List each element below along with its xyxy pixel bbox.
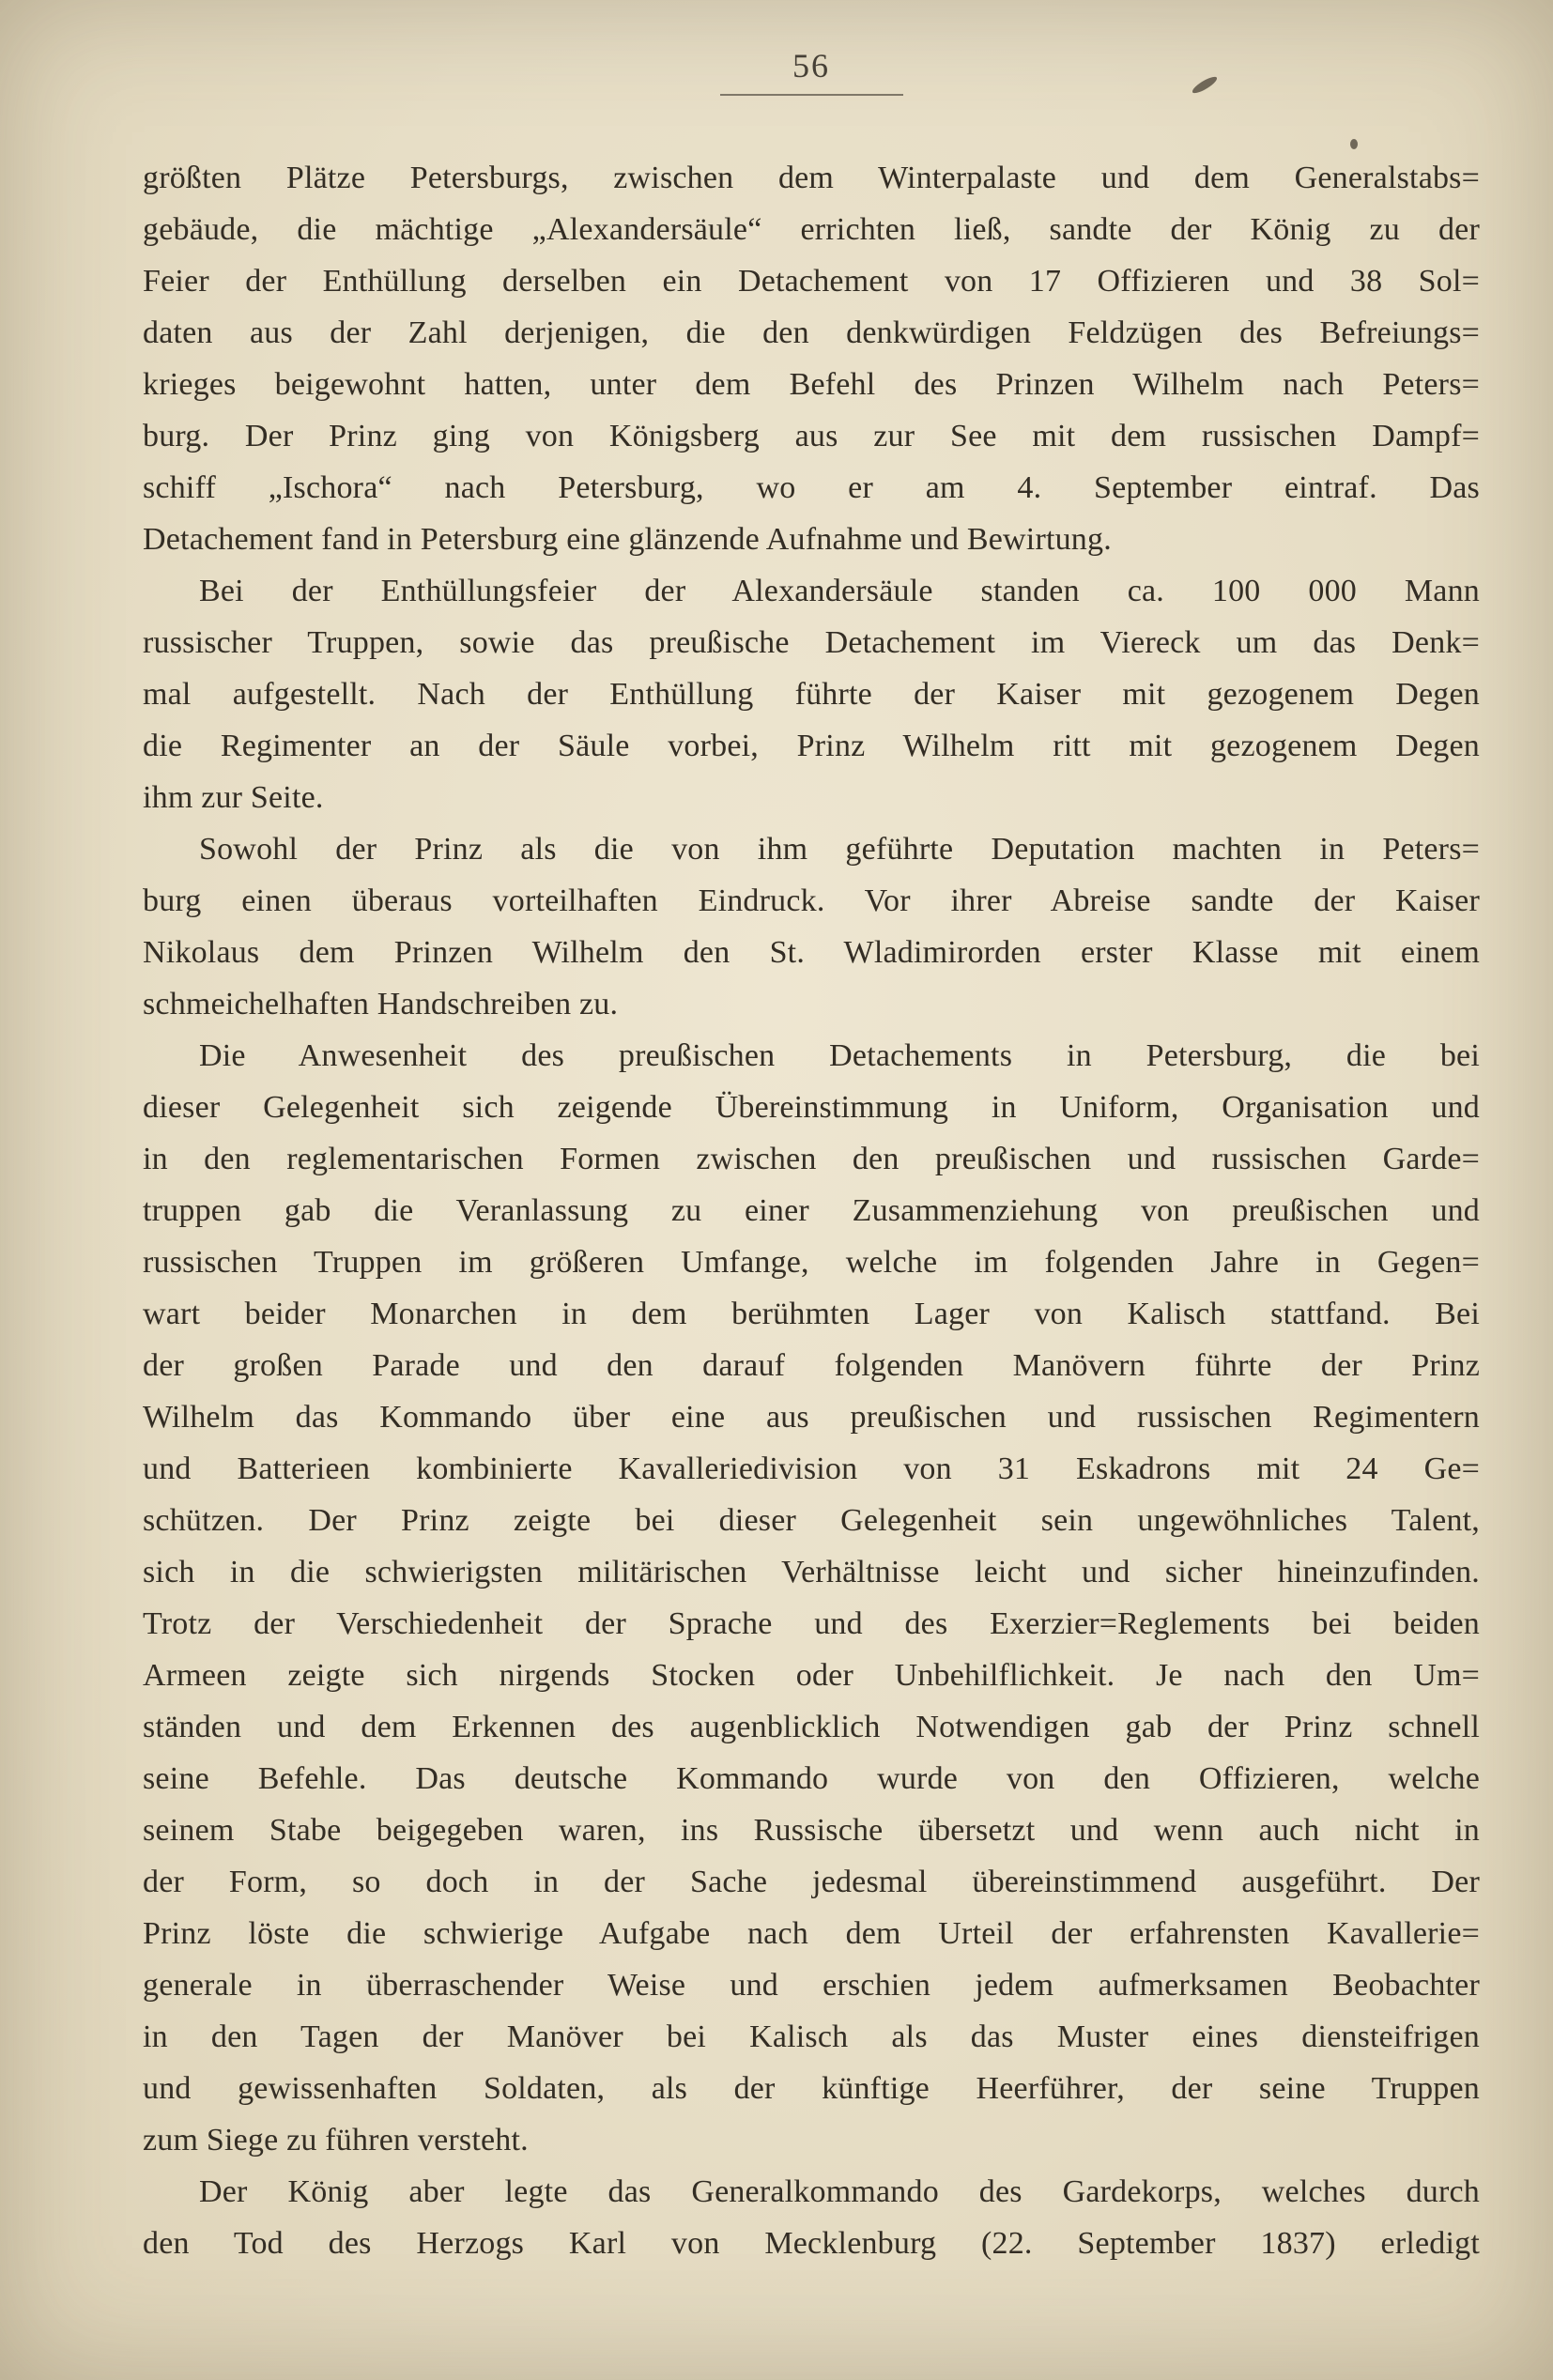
text-line: den Tod des Herzogs Karl von Mecklenburg (22. September 1837) erledigt <box>143 2226 1480 2261</box>
text-block <box>143 152 1480 2269</box>
paragraph <box>143 565 1480 823</box>
text-line: Detachement fand in Petersburg eine glänzende Aufnahme und Bewirtung. <box>143 522 1112 557</box>
text-line: truppen gab die Veranlassung zu einer Zusammenziehung von preußischen und <box>143 1193 1480 1228</box>
text-line: Sowohl der Prinz als die von ihm geführte Deputation machten in Peters= <box>199 832 1480 867</box>
text-line: Prinz löste die schwierige Aufgabe nach dem Urteil der erfahrensten Kavallerie= <box>143 1916 1480 1951</box>
text-line: Feier der Enthüllung derselben ein Detachement von 17 Offizieren und 38 Sol= <box>143 264 1480 299</box>
text-line: Bei der Enthüllungsfeier der Alexandersäule standen ca. 100 000 Mann <box>199 574 1480 608</box>
text-line: zum Siege zu führen versteht. <box>143 2123 529 2157</box>
text-line: schützen. Der Prinz zeigte bei dieser Gelegenheit sein ungewöhnliches Talent, <box>143 1503 1480 1538</box>
text-line: sich in die schwierigsten militärischen Verhältnisse leicht und sicher hineinzufinden. <box>143 1555 1480 1589</box>
text-line: gebäude, die mächtige „Alexandersäule“ errichten ließ, sandte der König zu der <box>143 212 1480 247</box>
text-line: die Regimenter an der Säule vorbei, Prinz Wilhelm ritt mit gezogenem Degen <box>143 729 1480 763</box>
paragraph <box>143 1030 1480 2166</box>
text-line: dieser Gelegenheit sich zeigende Übereinstimmung in Uniform, Organisation und <box>143 1090 1480 1125</box>
text-line: der Form, so doch in der Sache jedesmal übereinstimmend ausgeführt. Der <box>143 1865 1480 1899</box>
text-line: ständen und dem Erkennen des augenblicklich Notwendigen gab der Prinz schnell <box>143 1710 1480 1744</box>
text-line: in den reglementarischen Formen zwischen den preußischen und russischen Garde= <box>143 1142 1480 1176</box>
text-line: burg einen überaus vorteilhaften Eindruck. Vor ihrer Abreise sandte der Kaiser <box>143 883 1480 918</box>
text-line: seine Befehle. Das deutsche Kommando wurde von den Offizieren, welche <box>143 1761 1480 1796</box>
text-line: schmeichelhaften Handschreiben zu. <box>143 987 619 1021</box>
text-line: Nikolaus dem Prinzen Wilhelm den St. Wladimirorden erster Klasse mit einem <box>143 935 1480 970</box>
text-line: russischen Truppen im größeren Umfange, welche im folgenden Jahre in Gegen= <box>143 1245 1480 1280</box>
text-line: ihm zur Seite. <box>143 780 324 815</box>
page-header <box>143 0 1480 96</box>
text-line: daten aus der Zahl derjenigen, die den denkwürdigen Feldzügen des Befreiungs= <box>143 315 1480 350</box>
paper-speck <box>1350 139 1358 149</box>
text-line: Armeen zeigte sich nirgends Stocken oder Unbehilflichkeit. Je nach den Um= <box>143 1658 1480 1693</box>
page-number: 56 <box>792 47 830 84</box>
text-line: mal aufgestellt. Nach der Enthüllung führte der Kaiser mit gezogenem Degen <box>143 677 1480 712</box>
text-line: burg. Der Prinz ging von Königsberg aus zur See mit dem russischen Dampf= <box>143 419 1480 453</box>
text-line: generale in überraschender Weise und erschien jedem aufmerksamen Beobachter <box>143 1968 1480 2003</box>
text-line: wart beider Monarchen in dem berühmten Lager von Kalisch stattfand. Bei <box>143 1297 1480 1331</box>
text-line: Trotz der Verschiedenheit der Sprache und des Exerzier=Reglements bei beiden <box>143 1606 1480 1641</box>
page-number-rule <box>720 94 903 96</box>
text-line: und gewissenhaften Soldaten, als der künftige Heerführer, der seine Truppen <box>143 2071 1480 2106</box>
text-line: der großen Parade und den darauf folgenden Manövern führte der Prinz <box>143 1348 1480 1383</box>
text-line: seinem Stabe beigegeben waren, ins Russische übersetzt und wenn auch nicht in <box>143 1813 1480 1848</box>
text-line: Wilhelm das Kommando über eine aus preußischen und russischen Regimentern <box>143 1400 1480 1435</box>
text-line: schiff „Ischora“ nach Petersburg, wo er am 4. September eintraf. Das <box>143 470 1480 505</box>
text-line: Der König aber legte das Generalkommando des Gardekorps, welches durch <box>199 2174 1480 2209</box>
paragraph <box>143 152 1480 565</box>
text-line: krieges beigewohnt hatten, unter dem Befehl des Prinzen Wilhelm nach Peters= <box>143 367 1480 402</box>
paragraph <box>143 2166 1480 2269</box>
paragraph <box>143 823 1480 1030</box>
text-line: Die Anwesenheit des preußischen Detachements in Petersburg, die bei <box>199 1038 1480 1073</box>
text-line: größten Plätze Petersburgs, zwischen dem Winterpalaste und dem Generalstabs= <box>143 161 1480 195</box>
text-line: russischer Truppen, sowie das preußische Detachement im Viereck um das Denk= <box>143 625 1480 660</box>
text-line: und Batterieen kombinierte Kavalleriedivision von 31 Eskadrons mit 24 Ge= <box>143 1451 1480 1486</box>
text-line: in den Tagen der Manöver bei Kalisch als das Muster eines diensteifrigen <box>143 2019 1480 2054</box>
